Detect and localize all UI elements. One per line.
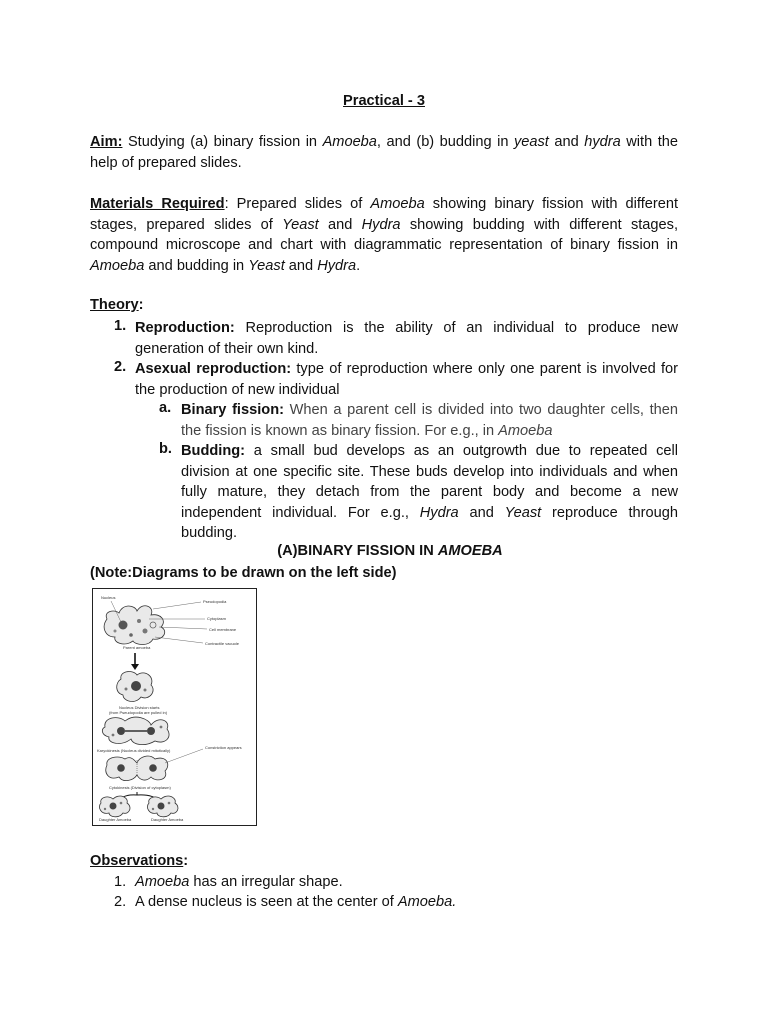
theory-item-number: 2. bbox=[114, 359, 127, 375]
label-daughter-amoeba-1: Daughter Amoeba bbox=[99, 817, 132, 822]
observations-heading: Observations: bbox=[90, 853, 189, 869]
materials-paragraph bbox=[90, 194, 678, 276]
arrow-1 bbox=[131, 653, 139, 670]
label-cell-membrane: Cell membrane bbox=[209, 627, 237, 632]
theory-heading: Theory: bbox=[90, 297, 144, 313]
constriction-drawing bbox=[106, 749, 203, 781]
amoeba-binary-fission-diagram bbox=[92, 588, 257, 826]
subitem-budding: Budding: a small bud develops as an outgrowth due to repeated cell division at one specific site. These buds develop into individuals and when fully mature, they detach from the parent body and become a new independent individual. For e.g., Hydra and Yeast reproduce through budding. bbox=[181, 443, 678, 541]
label-nuclear-division-2: (from Pseudopodia are pulled in) bbox=[109, 710, 168, 715]
observation-item: 1. Amoeba has an irregular shape. bbox=[114, 874, 343, 890]
theory-item-reproduction: Reproduction: Reproduction is the ability of an individual to produce new generation of their own kind. bbox=[135, 320, 678, 357]
aim-label: Aim: bbox=[90, 134, 123, 150]
label-karyokinesis: Karyokinesis (Nucleus divided mitotically) bbox=[97, 748, 171, 753]
materials-label: Materials Required bbox=[90, 196, 225, 212]
page-title: Practical - 3 bbox=[343, 93, 425, 109]
theory-item-asexual: Asexual reproduction: type of reproduction where only one parent is involved for the production of new individual bbox=[135, 361, 678, 398]
observation-item: 2. A dense nucleus is seen at the center of Amoeba. bbox=[114, 894, 457, 910]
label-nuclear-division: Nucleus Division starts bbox=[119, 705, 160, 710]
subitem-letter: b. bbox=[159, 441, 172, 457]
daughter-amoeba-1-drawing bbox=[99, 796, 130, 817]
theory-item-number: 1. bbox=[114, 318, 127, 334]
subitem-binary-fission: Binary fission: When a parent cell is divided into two daughter cells, then the fission is known as binary fission. For e.g., in Amoeba bbox=[181, 402, 678, 439]
label-parent-amoeba: Parent amoeba bbox=[123, 645, 151, 650]
label-pseudopodia: Pseudopodia bbox=[203, 599, 227, 604]
section-heading: (A)BINARY FISSION IN AMOEBA bbox=[277, 543, 503, 559]
nucleus-division-drawing bbox=[117, 672, 153, 702]
aim-text: Studying (a) binary fission in Amoeba, and (b) budding in yeast and hydra with the help of prepared slides. bbox=[90, 134, 678, 171]
label-contractile-vacuole: Contractile vacuole bbox=[205, 641, 240, 646]
karyokinesis-drawing bbox=[102, 717, 169, 744]
daughter-amoeba-2-drawing bbox=[147, 796, 178, 817]
label-constriction: Constriction appears bbox=[205, 745, 242, 750]
diagram-note: (Note:Diagrams to be drawn on the left side) bbox=[90, 565, 397, 581]
label-daughter-amoeba-2: Daughter Amoeba bbox=[151, 817, 184, 822]
materials-text: : Prepared slides of Amoeba showing binary fission with different stages, prepared slides of Yeast and Hydra showing budding with different stages, compound microscope and chart with diagrammatic representation of binary fission in Amoeba and budding in Yeast and Hydra. bbox=[90, 196, 679, 274]
aim-paragraph bbox=[90, 132, 678, 173]
diagram-svg bbox=[93, 589, 256, 825]
label-cytokinesis: Cytokinesis (Division of cytoplasm) bbox=[109, 785, 171, 790]
label-nucleus: Nucleus bbox=[101, 595, 116, 600]
label-cytoplasm: Cytoplasm bbox=[207, 616, 226, 621]
subitem-letter: a. bbox=[159, 400, 172, 416]
parent-amoeba-drawing bbox=[104, 606, 165, 645]
